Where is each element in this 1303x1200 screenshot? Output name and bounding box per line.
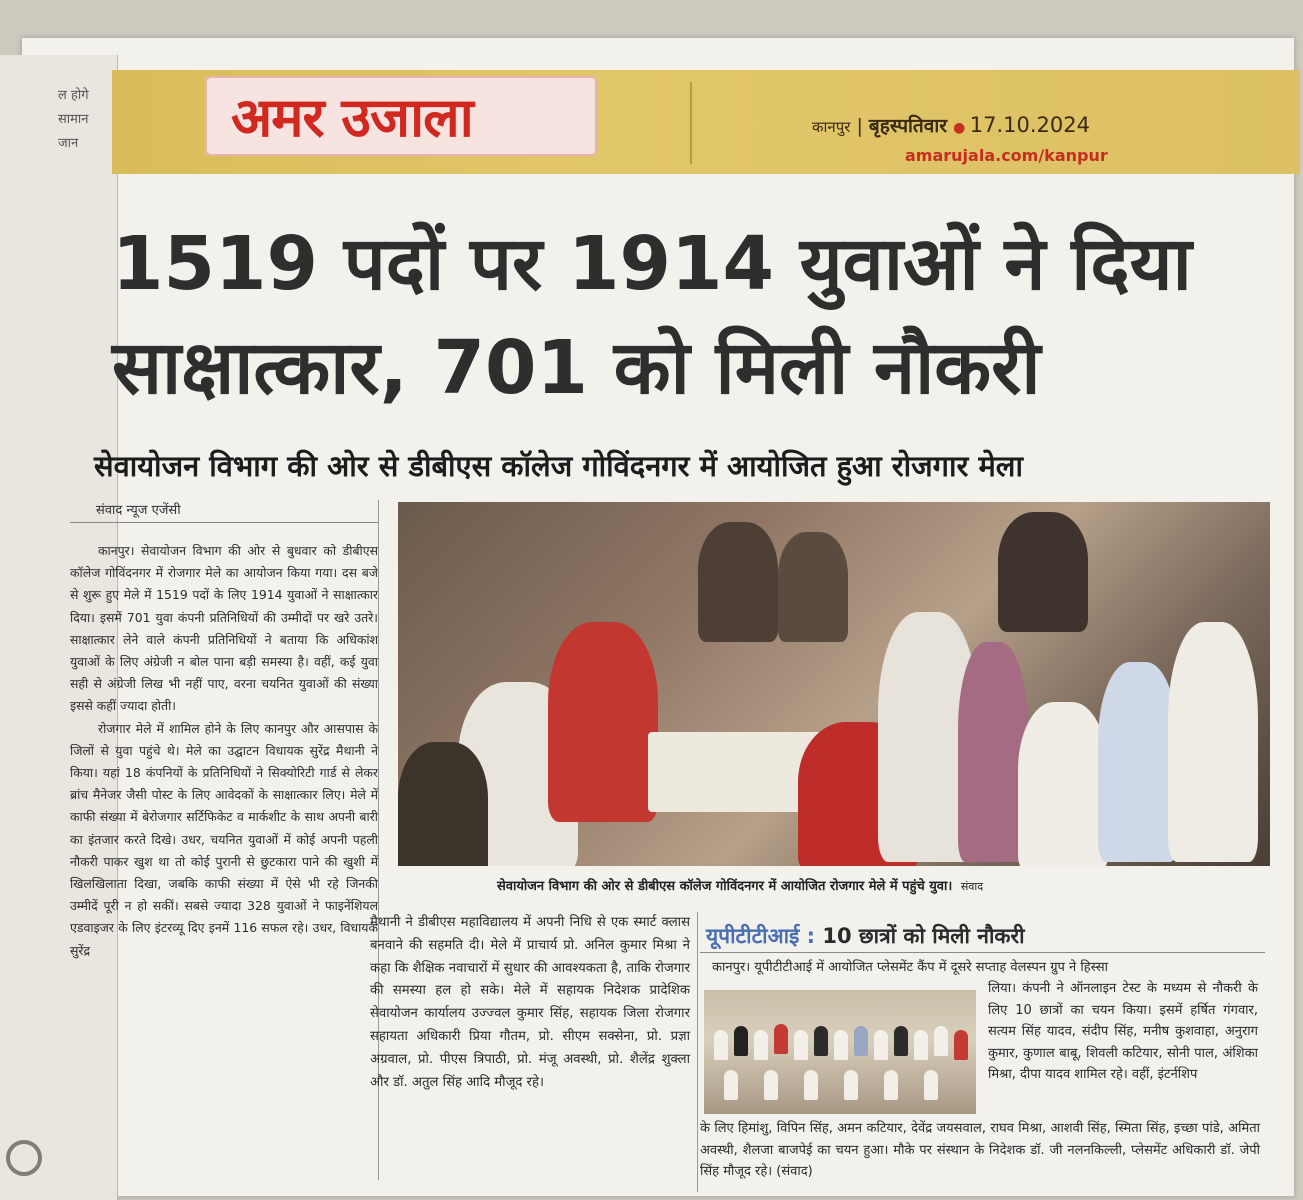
photo-figure [794, 1030, 808, 1060]
photo-figure [954, 1030, 968, 1060]
photo-figure [874, 1030, 888, 1060]
article-column-1 [70, 540, 378, 962]
headline-line-2: साक्षात्कार, 701 को मिली नौकरी [112, 325, 1041, 411]
photo-figure [548, 622, 658, 822]
left-fragment: ल होगे [58, 88, 89, 103]
left-fragment: जान [58, 136, 79, 151]
article-column-2: मैथानी ने डीबीएस महाविद्यालय में अपनी निधि से एक स्मार्ट क्लास बनवाने की सहमति दी। मेले में प्राचार्य प्रो. अनिल कुमार मिश्रा ने कहा कि शैक्षिक नवाचारों में सुधार की आवश्यकता है, ताकि रोजगार की समस्या हल हो सके। मेले में सहायक निदेशक प्रादेशिक सेवायोजन कार्यालय उज्ज्वल कुमार सिंह, सहायक जिला रोजगार सहायता अधिकारी प्रिया गौतम, प्रो. सीएम सक्सेना, प्रो. प्रज्ञा अग्रवाल, प्रो. पीएस त्रिपाठी, प्रो. मंजू अवस्थी, प्रो. शैलेंद्र शुक्ला और डॉ. अतुल सिंह आदि मौजूद रहे। [370, 915, 690, 1090]
masthead-divider [690, 82, 692, 164]
photo-figure [724, 1070, 738, 1100]
binder-ring [6, 1140, 42, 1176]
photo-figure [884, 1070, 898, 1100]
masthead-meta [812, 112, 1090, 138]
photo-figure [934, 1026, 948, 1056]
photo-figure [894, 1026, 908, 1056]
group-photo [704, 990, 976, 1114]
headline [112, 212, 1282, 420]
photo-figure [734, 1026, 748, 1056]
masthead-separator: | [856, 115, 869, 137]
photo-figure [764, 1070, 778, 1100]
photo-figure [1168, 622, 1258, 862]
photo-figure [998, 512, 1088, 632]
photo-figure [698, 522, 778, 642]
photo-figure [778, 532, 848, 642]
photo-figure [804, 1070, 818, 1100]
photo-figure [914, 1030, 928, 1060]
subheadline: सेवायोजन विभाग की ओर से डीबीएस कॉलेज गोविंदनगर में आयोजित हुआ रोजगार मेला [94, 449, 1023, 483]
photo-figure [398, 742, 488, 866]
headline-line-1: 1519 पदों पर 1914 युवाओं ने दिया [112, 221, 1192, 307]
photo-figure [844, 1070, 858, 1100]
photo-figure [714, 1030, 728, 1060]
sidebox-text-bottom: के लिए हिमांशु, विपिन सिंह, अमन कटियार, देवेंद्र जयसवाल, राघव मिश्रा, आशवी सिंह, स्मिता सिंह, इच्छा पांडे, अमिता अवस्थी, शैलजा बाजपेई का चयन हुआ। मौके पर संस्थान के निदेशक डॉ. जी नलनकिल्ली, प्लेसमेंट अधिकारी डॉ. जेपी सिंह मौजूद रहे। (संवाद) [700, 1121, 1260, 1179]
photo-caption [497, 876, 983, 894]
bullet-icon: ● [953, 120, 970, 136]
sidebox-lead: कानपुर। यूपीटीटीआई में आयोजित प्लेसमेंट कैंप में दूसरे सप्ताह वेलस्पन ग्रुप ने हिस्सा [712, 960, 1108, 975]
masthead-city: कानपुर [812, 118, 851, 136]
photo-figure [754, 1030, 768, 1060]
caption-credit: संवाद [960, 880, 984, 893]
column-divider [697, 912, 698, 1192]
caption-text: सेवायोजन विभाग की ओर से डीबीएस कॉलेज गोविंदनगर में आयोजित रोजगार मेले में पहुंचे युवा। [497, 879, 953, 894]
news-photo [398, 502, 1270, 866]
sidebox-heading: 10 छात्रों को मिली नौकरी [822, 924, 1025, 948]
photo-figure [834, 1030, 848, 1060]
sidebox-title [706, 922, 1025, 950]
photo-figure [814, 1026, 828, 1056]
photo-figure [1018, 702, 1108, 866]
photo-figure [924, 1070, 938, 1100]
newspaper-logo [205, 76, 597, 156]
masthead-url[interactable]: amarujala.com/kanpur [905, 146, 1108, 165]
left-fragment: सामान [58, 112, 89, 127]
sidebox-tag: यूपीटीटीआई : [706, 924, 816, 948]
photo-figure [774, 1024, 788, 1054]
byline: संवाद न्यूज एजेंसी [96, 503, 181, 518]
photo-figure [854, 1026, 868, 1056]
article-paragraph: रोजगार मेले में शामिल होने के लिए कानपुर और आसपास के जिलों से युवा पहुंचे थे। मेले का उद्घाटन विधायक सुरेंद्र मैथानी ने किया। यहां 18 कंपनियों के प्रतिनिधियों ने सिक्योरिटी गार्ड से लेकर ब्रांच मैनेजर जैसी पोस्ट के लिए आवेदकों के साक्षात्कार लिए। मेले में काफी संख्या में बेरोजगार सर्टिफिकेट व मार्कशीट के साथ अपनी बारी का इंतजार करते दिखे। उधर, चयनित युवाओं में कोई अपनी पहली नौकरी पाकर खुश था तो कोई पुरानी से छुटकारा पाने की खुशी में खिलखिलाता दिखा, जबकि काफी संख्या में ऐसे भी रहे जिनकी उम्मीदें पूरी न हो सकीं। सबसे ज्यादा 328 युवाओं ने फाइनेंशियल एडवाइजर के लिए इंटरव्यू दिए इनमें 116 सफल रहे। उधर, विधायक सुरेंद्र [70, 720, 378, 958]
logo-text: अमर उजाला [231, 86, 473, 149]
masthead-day: बृहस्पतिवार [868, 115, 948, 137]
sidebox-text-right: लिया। कंपनी ने ऑनलाइन टेस्ट के मध्यम से नौकरी के लिए 10 छात्रों का चयन किया। इसमें हर्षित गंगवार, सत्यम सिंह यादव, संदीप सिंह, मनीष कुशवाहा, अनुराग कुमार, कुणाल बाबू, शिवली कटियार, सोनी पाल, अंशिका मिश्रा, दीपा यादव शामिल रहे। वहीं, इंटर्नशिप [988, 981, 1258, 1082]
byline-divider [70, 522, 378, 523]
article-paragraph: कानपुर। सेवायोजन विभाग की ओर से बुधवार को डीबीएस कॉलेज गोविंदनगर में रोजगार मेले का आयोजन किया गया। दस बजे से शुरू हुए मेले में 1519 पदों के लिए 1914 युवाओं ने साक्षात्कार दिया। इसमें 701 युवा कंपनी प्रतिनिधियों की उम्मीदों पर खरे उतरे। साक्षात्कार लेने वाले कंपनी प्रतिनिधियों ने बताया कि अधिकांश युवाओं के लिए अंग्रेजी न बोल पाना बड़ी समस्या है। वहीं, कई युवा सही से अंग्रेजी लिख भी नहीं पाए, वरना चयनित युवाओं की संख्या इससे कहीं ज्यादा होती। [70, 543, 378, 714]
photo-figure [1098, 662, 1178, 862]
sidebox-divider [700, 952, 1265, 953]
masthead-date: 17.10.2024 [969, 113, 1090, 137]
